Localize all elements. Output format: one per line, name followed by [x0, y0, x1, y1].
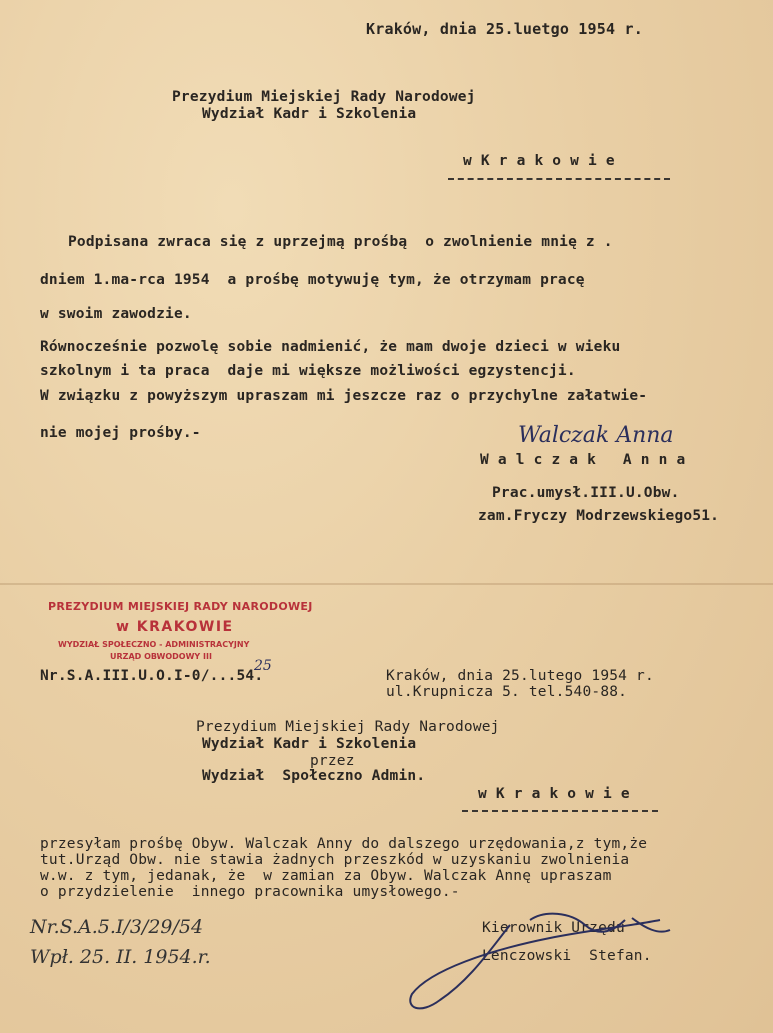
endorsement-addressee-2: Wydział Kadr i Szkolenia: [202, 736, 417, 752]
letter-date: Kraków, dnia 25.luetgo 1954 r.: [366, 20, 643, 38]
letter-body-line: Podpisana zwraca się z uprzejmą prośbą o zwolnienie mnię z .: [68, 234, 613, 250]
endorsement-addressee-3: Wydział Społeczno Admin.: [202, 768, 426, 784]
endorsement-city-underline: [462, 810, 658, 812]
signature-scribble: [400, 890, 700, 1020]
letter-body-line: w swoim zawodzie.: [40, 306, 192, 322]
letter-signature-name: W a l c z a k A n n a: [480, 452, 686, 468]
letter-body-line: dniem 1.ma-rca 1954 a prośbę motywuję tym, że otrzymam pracę: [40, 272, 585, 288]
ref-handwritten-number: 25: [254, 658, 272, 674]
stamp-line-3: WYDZIAŁ SPOŁECZNO - ADMINISTRACYJNY: [58, 640, 250, 649]
paper-fold: [0, 583, 773, 585]
endorsement-body-line: tut.Urząd Obw. nie stawia żadnych przeszkód w uzyskaniu zwolnienia: [40, 852, 630, 868]
letter-addressee-1: Prezydium Miejskiej Rady Narodowej: [172, 89, 476, 105]
handwritten-signature: Walczak Anna: [518, 423, 674, 448]
endorsement-date: Kraków, dnia 25.lutego 1954 r.: [386, 668, 654, 684]
stamp-line-2: w KRAKOWIE: [116, 619, 234, 635]
city-underline: [448, 178, 670, 180]
stamp-line-1: PREZYDIUM MIEJSKIEJ RADY NARODOWEJ: [48, 600, 313, 613]
letter-position-2: zam.Fryczy Modrzewskiego51.: [478, 508, 720, 524]
endorsement-addressee-1: Prezydium Miejskiej Rady Narodowej: [196, 719, 500, 735]
endorsement-signoff-1: Kierownik Urzędu: [482, 920, 625, 936]
letter-body-line: szkolnym i ta praca daje mi większe możliwości egzystencji.: [40, 363, 576, 379]
letter-city: w K r a k o w i e: [463, 153, 615, 169]
letter-addressee-2: Wydział Kadr i Szkolenia: [202, 106, 417, 122]
endorsement-body-line: w.w. z tym, jedanak, że w zamian za Obyw. Walczak Annę upraszam: [40, 868, 612, 884]
letter-position-1: Prac.umysł.III.U.Obw.: [492, 485, 680, 501]
endorsement-body-line: przesyłam prośbę Obyw. Walczak Anny do dalszego urzędowania,z tym,że: [40, 836, 648, 852]
endorsement-via: przez: [310, 753, 355, 769]
endorsement-city: w K r a k o w i e: [478, 786, 630, 802]
handwritten-note-1: Nr.S.A.5.I/3/29/54: [30, 916, 204, 938]
stamp-line-4: URZĄD OBWODOWY III: [110, 652, 212, 661]
endorsement-body-line: o przydzielenie innego pracownika umysłowego.-: [40, 884, 460, 900]
letter-body-line: Równocześnie pozwolę sobie nadmienić, że mam dwoje dzieci w wieku: [40, 339, 621, 355]
endorsement-address: ul.Krupnicza 5. tel.540-88.: [386, 684, 628, 700]
letter-body-line: W związku z powyższym upraszam mi jeszcze raz o przychylne załatwie-: [40, 388, 648, 404]
handwritten-note-2: Wpł. 25. II. 1954.r.: [30, 946, 211, 968]
endorsement-ref-number: Nr.S.A.III.U.O.I-0/...54.: [40, 668, 264, 684]
endorsement-signoff-2: Lenczowski Stefan.: [482, 948, 652, 964]
letter-body-line: nie mojej prośby.-: [40, 425, 201, 441]
